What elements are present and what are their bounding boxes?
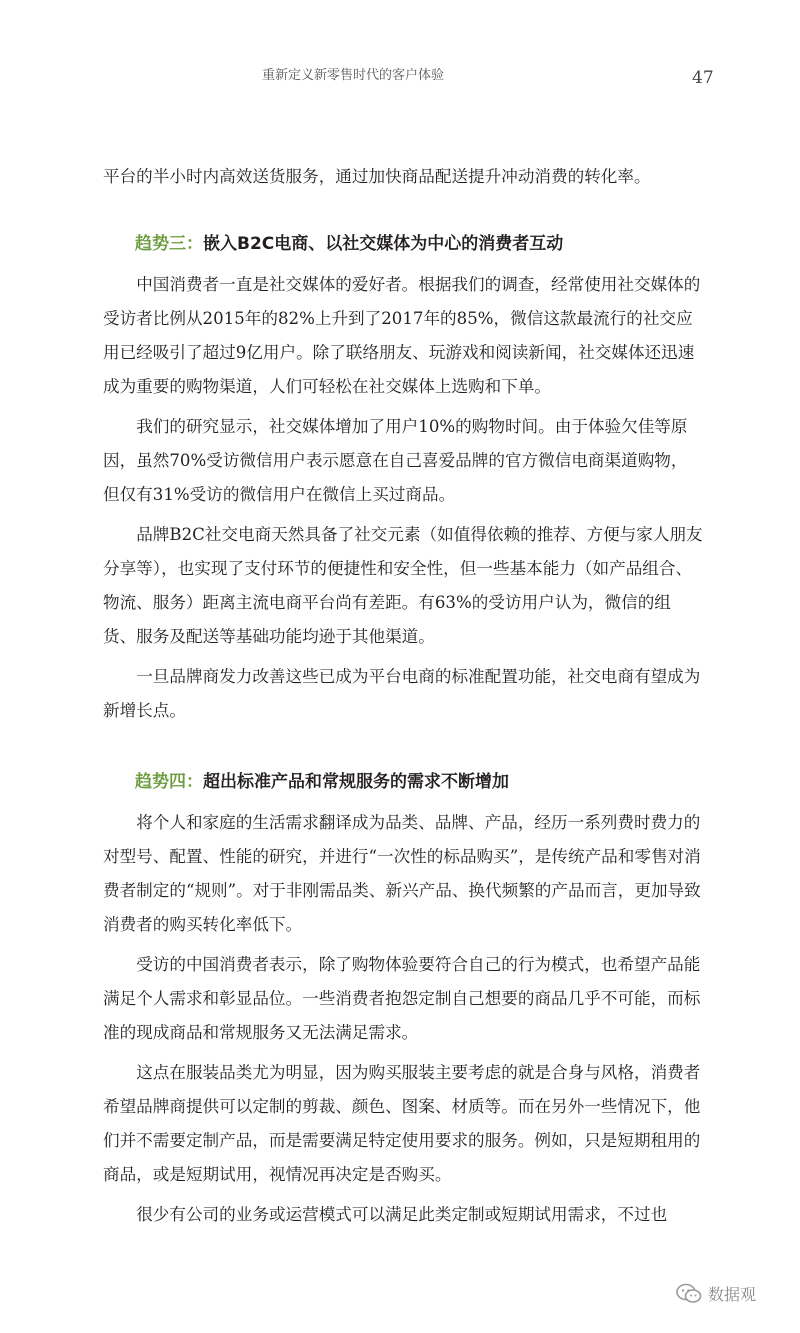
trend-4-heading [103,762,703,802]
page-number: 47 [692,68,714,88]
intro-paragraph: 平台的半小时内高效送货服务，通过加快商品配送提升冲动消费的转化率。 [103,167,651,186]
wechat-icon [676,1283,702,1305]
trend-4-paragraph: 受访的中国消费者表示，除了购物体验要符合自己的行为模式，也希望产品能满足个人需求和彰显品位。一些消费者抱怨定制自己想要的商品几乎不可能，而标准的现成商品和常规服务又无法满足需求。 [103,955,701,1042]
watermark-text: 数据观 [708,1285,757,1304]
running-header: 重新定义新零售时代的客户体验 [262,68,445,83]
trend-3-paragraph: 一旦品牌商发力改善这些已成为平台电商的标准配置功能，社交电商有望成为新增长点。 [103,667,701,720]
trend-4-paragraph: 很少有公司的业务或运营模式可以满足此类定制或短期试用需求，不过也 [136,1205,668,1224]
trend-4-paragraph: 这点在服装品类尤为明显，因为购买服装主要考虑的就是合身与风格，消费者希望品牌商提供可以定制的剪裁、颜色、图案、材质等。而在另外一些情况下，他们并不需要定制产品，而是需要满足特定使用要求的服务。例如，只是短期租用的商品，或是短期试用，视情况再决定是否购买。 [103,1063,701,1184]
trend-3-paragraph: 品牌B2C社交电商天然具备了社交元素（如值得依赖的推荐、方便与家人朋友分享等），也实现了支付环节的便捷性和安全性，但一些基本能力（如产品组合、物流、服务）距离主流电商平台尚有差距。有63%的受访用户认为，微信的组货、服务及配送等基础功能均逊于其他渠道。 [103,525,703,646]
watermark [676,1282,756,1305]
trend-3-paragraph: 我们的研究显示，社交媒体增加了用户10%的购物时间。由于体验欠佳等原因，虽然70%受访微信用户表示愿意在自己喜爱品牌的官方微信电商渠道购物，但仅有31%受访的微信用户在微信上买过商品。 [103,417,688,504]
trend-4-paragraph: 将个人和家庭的生活需求翻译成为品类、品牌、产品，经历一系列费时费力的对型号、配置、性能的研究，并进行“一次性的标品购买”，是传统产品和零售对消费者制定的“规则”。对于非刚需品类、新兴产品、换代频繁的产品而言，更加导致消费者的购买转化率低下。 [103,813,701,934]
trend-4-title: 超出标准产品和常规服务的需求不断增加 [203,772,509,792]
article-body [103,160,703,1238]
trend-3-title: 嵌入B2C电商、以社交媒体为中心的消费者互动 [203,234,564,254]
trend-4-label: 趋势四： [135,772,203,792]
trend-3-heading [103,224,703,264]
trend-3-label: 趋势三： [135,234,203,254]
trend-3-paragraph: 中国消费者一直是社交媒体的爱好者。根据我们的调查，经常使用社交媒体的受访者比例从2015年的82%上升到了2017年的85%，微信这款最流行的社交应用已经吸引了超过9亿用户。除了联络朋友、玩游戏和阅读新闻，社交媒体还迅速成为重要的购物渠道，人们可轻松在社交媒体上选购和下单。 [103,275,701,396]
